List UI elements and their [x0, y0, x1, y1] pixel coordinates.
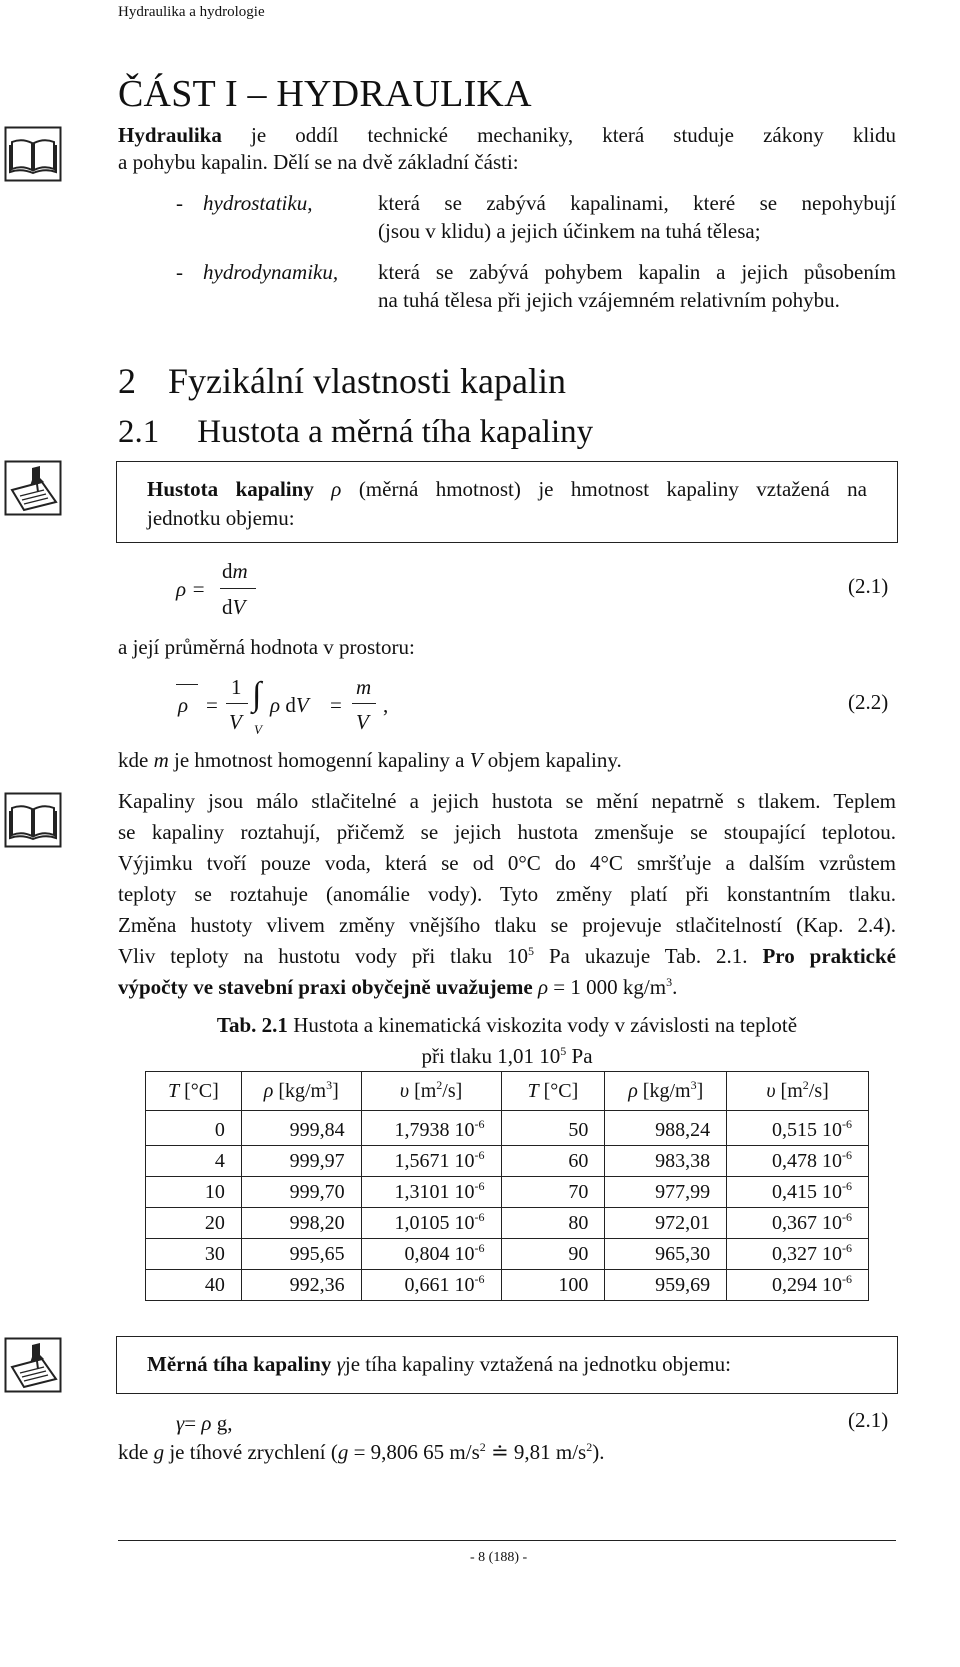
eq2-after-t3: objem kapaliny.: [482, 748, 622, 772]
eq1-numerator: [222, 556, 248, 587]
para2-l7-end: .: [672, 975, 678, 999]
table-caption-end: Pa: [566, 1044, 593, 1068]
eq1-den-v: V: [232, 595, 246, 619]
table-cell: 995,65: [241, 1239, 361, 1270]
table-cell: 1,0105 $10^{-6}$: [361, 1208, 501, 1239]
para2-line-3: Výjimku tvoří pouze voda, která se od 0°C do 4°C smršťuje a dalším vzrůstem: [118, 851, 896, 875]
table-row: [146, 1111, 869, 1146]
paragraph-compressibility: [118, 786, 896, 1003]
book-icon: [4, 792, 62, 848]
table-header-cell: υ $[m^2/s]$: [727, 1072, 869, 1111]
eq3-after-sup1: 2: [479, 1440, 486, 1454]
table-cell: 100: [501, 1270, 605, 1301]
part-title: ČÁST I – HYDRAULIKA: [118, 73, 532, 115]
table-cell: 90: [501, 1239, 605, 1270]
section-number: 2: [118, 361, 136, 401]
subsection-number: 2.1: [118, 414, 160, 450]
definition-weight-line: [147, 1349, 731, 1380]
intro-text-1: je oddíl technické mechaniky, která studuje zákony klidu: [221, 123, 896, 147]
eq2-mean-bar: [176, 684, 198, 685]
para2-line-1: Kapaliny jsou málo stlačitelné a jejich hustota se mění nepatrně s tlakem. Teplem: [118, 789, 896, 813]
list-desc-2-line-1: která se zabývá pohybem kapalin a jejich působením: [378, 260, 896, 284]
para2-l6-sup: 5: [528, 944, 535, 958]
list-term-1-text: hydrostatiku,: [203, 191, 313, 215]
pin-note-icon: [4, 1337, 62, 1393]
definition-density-line-1: [147, 474, 867, 505]
table-cell: 1,5671 $10^{-6}$: [361, 1146, 501, 1177]
eq3-after-t1: kde: [118, 1440, 154, 1464]
eq2-dV: V: [295, 693, 309, 717]
table-cell: 0,515 $10^{-6}$: [727, 1111, 869, 1146]
table-header-cell: ρ $[kg/m^3]$: [241, 1072, 361, 1111]
eq3-rho: ρ: [201, 1411, 212, 1435]
eq2-integrand: [270, 690, 309, 721]
para2-l7-bold: výpočty ve stavební praxi obyčejně uvažujeme: [118, 975, 538, 999]
table-cell: 60: [501, 1146, 605, 1177]
para2-line-2: se kapaliny roztahují, přičemž se jejich hustota zmenšuje se stoupající teplotou.: [118, 820, 896, 844]
para2-l6b: Pa ukazuje Tab. 2.1.: [534, 944, 763, 968]
eq3-gamma: γ: [176, 1411, 185, 1435]
table-cell: 40: [146, 1270, 242, 1301]
table-cell: 30: [146, 1239, 242, 1270]
table-cell: 992,36: [241, 1270, 361, 1301]
eq2-frac-line-2: [352, 703, 376, 704]
table-header-row: [146, 1072, 869, 1111]
eq2-after-V: V: [469, 748, 483, 772]
eq3-after-text: [118, 1437, 604, 1468]
integral-sign: ∫: [252, 676, 262, 713]
eq2-number: (2.2): [848, 690, 889, 714]
eq2-after-m: m: [153, 748, 169, 772]
eq3-equals: =: [184, 1411, 202, 1435]
list-term-2: [203, 257, 338, 288]
table-cell: 50: [501, 1111, 605, 1146]
eq3-g: g,: [211, 1411, 233, 1435]
eq1-number: (2.1): [848, 574, 889, 598]
gamma-symbol: γ: [336, 1352, 345, 1376]
table-caption-text: Hustota a kinematická viskozita vody v závislosti na teplotě: [287, 1013, 798, 1037]
eq3: [176, 1408, 232, 1439]
eq2-V-den-2: V: [356, 710, 369, 734]
list-desc-1-line-2: (jsou v klidu) a jejich účinkem na tuhá tělesa;: [378, 219, 761, 243]
table-row: [146, 1270, 869, 1301]
eq2-d: d: [285, 693, 296, 717]
table-cell: 998,20: [241, 1208, 361, 1239]
table-row: [146, 1146, 869, 1177]
table-cell: 0,367 $10^{-6}$: [727, 1208, 869, 1239]
table-cell: 0: [146, 1111, 242, 1146]
section-title: Fyzikální vlastnosti kapalin: [168, 361, 566, 401]
table-caption-l2: při tlaku 1,01 10: [421, 1044, 561, 1068]
eq2-one: 1: [231, 675, 242, 699]
table-cell: 0,804 $10^{-6}$: [361, 1239, 501, 1270]
eq2-V-den: V: [229, 710, 242, 734]
table-cell: 1,3101 $10^{-6}$: [361, 1177, 501, 1208]
intro-line-2: a pohybu kapalin. Dělí se na dvě základní části:: [118, 150, 519, 174]
list-desc-1-line-1: která se zabývá kapalinami, které se nepohybují: [378, 191, 896, 215]
eq1-den-d: d: [222, 595, 233, 619]
para2-l7-rho: ρ: [537, 975, 549, 999]
table-cell: 999,84: [241, 1111, 361, 1146]
integral-subscript: V: [254, 722, 262, 737]
table-cell: 0,661 $10^{-6}$: [361, 1270, 501, 1301]
eq2-after-t1: kde: [118, 748, 154, 772]
page-number: - 8 (188) -: [470, 1550, 528, 1565]
eq3-after-t4: ≐ 9,81 m/s: [485, 1440, 587, 1464]
table-caption-line-1: [118, 1010, 896, 1041]
table-cell: 4: [146, 1146, 242, 1177]
subsection-heading: [118, 414, 593, 451]
definition-density-line-2: jednotku objemu:: [147, 506, 295, 530]
eq3-after-t3: = 9,806 65 m/s: [348, 1440, 480, 1464]
table-cell: 959,69: [605, 1270, 727, 1301]
table-cell: 20: [146, 1208, 242, 1239]
table-cell: 70: [501, 1177, 605, 1208]
table-cell: 983,38: [605, 1146, 727, 1177]
table-cell: 80: [501, 1208, 605, 1239]
eq3-after-t2: je tíhové zrychlení (: [164, 1440, 338, 1464]
table-header-cell: T [°C]: [501, 1072, 605, 1111]
para2-line-6: [118, 941, 896, 972]
pin-note-icon: [4, 460, 62, 516]
table-header-cell: υ $[m^2/s]$: [361, 1072, 501, 1111]
eq2-equals-1: =: [206, 693, 218, 717]
eq3-after-t5: ).: [592, 1440, 605, 1464]
para2-line-7: [118, 972, 896, 1003]
subsection-title: Hustota a měrná tíha kapaliny: [197, 414, 594, 450]
eq1-fraction-line: [220, 588, 256, 589]
table-row: [146, 1177, 869, 1208]
table-cell: 965,30: [605, 1239, 727, 1270]
eq1-after-text: a její průměrná hodnota v prostoru:: [118, 635, 415, 659]
eq2-rho-mean: ρ: [178, 693, 189, 717]
para2-l6a: Vliv teploty na hustotu vody při tlaku 10: [118, 944, 529, 968]
intro-term: Hydraulika: [118, 123, 222, 147]
list-desc-2-line-2: na tuhá tělesa při jejich vzájemném relativním pohybu.: [378, 288, 840, 312]
eq2-after-t2: je hmotnost homogenní kapaliny a: [168, 748, 470, 772]
definition-weight-term: Měrná tíha kapaliny: [147, 1352, 332, 1376]
eq1-denominator: [222, 592, 245, 623]
water-properties-table: [145, 1071, 869, 1301]
eq1-num-m: m: [232, 559, 248, 583]
section-heading: [118, 360, 566, 402]
table-caption-label: Tab. 2.1: [216, 1013, 288, 1037]
para2-l7-sup: 3: [666, 975, 673, 989]
eq1-num-d: d: [222, 559, 233, 583]
definition-weight-text: je tíha kapaliny vztažená na jednotku objemu:: [344, 1352, 731, 1376]
table-cell: 0,327 $10^{-6}$: [727, 1239, 869, 1270]
table-cell: 999,97: [241, 1146, 361, 1177]
table-cell: 988,24: [605, 1111, 727, 1146]
table-cell: 0,294 $10^{-6}$: [727, 1270, 869, 1301]
table-row: [146, 1208, 869, 1239]
running-header: Hydraulika a hydrologie: [118, 4, 265, 20]
table-caption-sup: 5: [560, 1044, 567, 1058]
list-dash-2: -: [176, 260, 183, 284]
rho-symbol: ρ: [331, 477, 342, 501]
table-cell: 1,7938 $10^{-6}$: [361, 1111, 501, 1146]
table-cell: 977,99: [605, 1177, 727, 1208]
eq2-comma: ,: [383, 693, 389, 717]
para2-l6-bold: Pro praktické: [762, 944, 896, 968]
list-dash-1: -: [176, 191, 183, 215]
eq2-rho: ρ: [270, 693, 281, 717]
table-row: [146, 1239, 869, 1270]
eq3-after-g2: g: [337, 1440, 349, 1464]
table-cell: 0,478 $10^{-6}$: [727, 1146, 869, 1177]
table-caption-line-2: [118, 1041, 896, 1072]
definition-density-text-1: (měrná hmotnost) je hmotnost kapaliny vztažená na: [341, 477, 867, 501]
eq2-frac-line-1: [226, 703, 248, 704]
eq3-after-g: g: [153, 1440, 165, 1464]
book-icon: [4, 126, 62, 182]
table-caption: [118, 1010, 896, 1072]
table-cell: 972,01: [605, 1208, 727, 1239]
eq2-m: m: [356, 675, 372, 699]
para2-l7-value: = 1 000 kg/m: [548, 975, 667, 999]
table-header-cell: T [°C]: [146, 1072, 242, 1111]
eq1-lhs: ρ =: [176, 577, 206, 601]
table-cell: 10: [146, 1177, 242, 1208]
table-cell: 0,415 $10^{-6}$: [727, 1177, 869, 1208]
list-term-1: [203, 188, 312, 219]
definition-density-term: Hustota kapaliny: [147, 477, 314, 501]
table-cell: 999,70: [241, 1177, 361, 1208]
eq3-after-sup2: 2: [586, 1440, 593, 1454]
eq3-number: (2.1): [848, 1408, 889, 1432]
list-term-2-text: hydrodynamiku,: [203, 260, 339, 284]
eq2-after-text: [118, 745, 622, 776]
table-header-cell: ρ $[kg/m^3]$: [605, 1072, 727, 1111]
para2-line-5: Změna hustoty vlivem změny vnějšího tlaku se projevuje stlačitelností (Kap. 2.4).: [118, 913, 896, 937]
footer-rule: [118, 1540, 896, 1541]
para2-line-4: teploty se roztahuje (anomálie vody). Tyto změny platí při konstantním tlaku.: [118, 882, 896, 906]
eq2-equals-2: =: [330, 693, 342, 717]
